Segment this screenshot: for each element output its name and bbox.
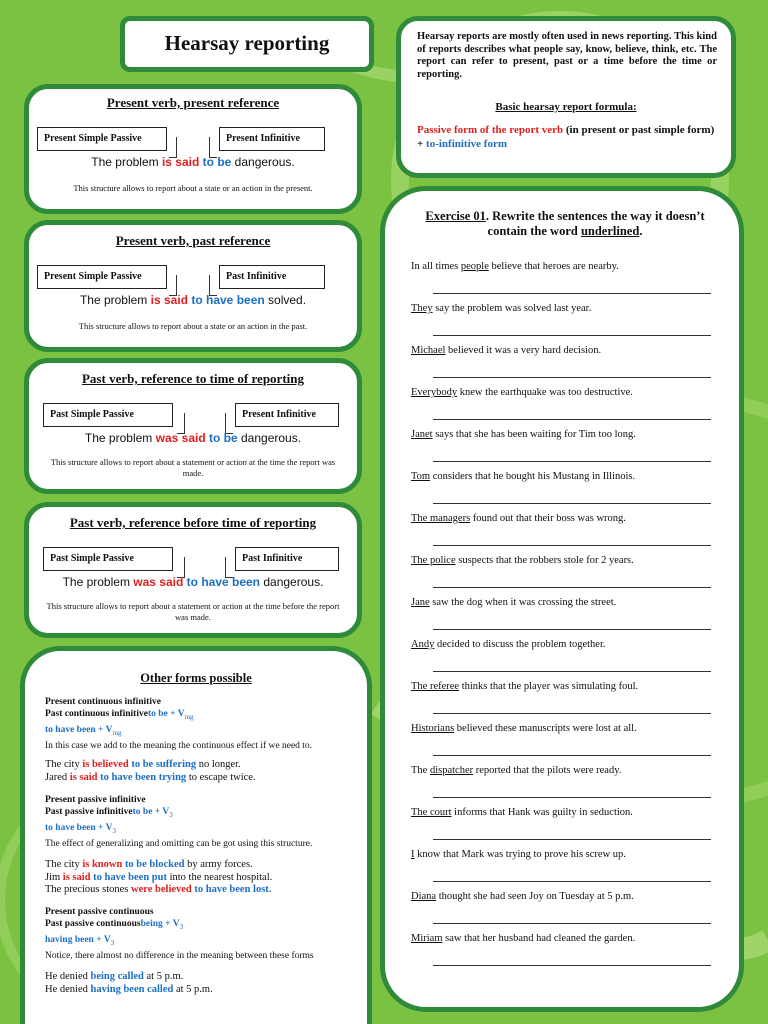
g2-line3	[45, 823, 355, 837]
sentence-red: is said	[150, 293, 188, 307]
g3-l1: Present passive continuous	[45, 907, 154, 917]
exercise-item-post: decided to discuss the problem together.	[434, 639, 606, 650]
exercise-item-post: says that she has been waiting for Tim too long.	[432, 429, 636, 440]
label-left: Past Simple Passive	[43, 403, 173, 427]
g2-example2	[45, 872, 365, 885]
group1-forms	[45, 697, 355, 753]
g3-ex1-blue: being called	[90, 971, 144, 982]
answer-blank[interactable]	[433, 671, 711, 672]
formula-text	[417, 123, 719, 151]
answer-blank[interactable]	[433, 839, 711, 840]
g2-l2: Past passive infinitive	[45, 806, 133, 817]
example-sentence	[29, 293, 357, 307]
answer-blank[interactable]	[433, 797, 711, 798]
answer-blank[interactable]	[433, 923, 711, 924]
g1-note: In this case we add to the meaning the continuous effect if we need to.	[45, 741, 313, 752]
g2-ex2-post: into the nearest hospital.	[166, 871, 273, 883]
section-note: This structure allows to report about a state or an action in the present.	[73, 183, 313, 193]
intro-text: Hearsay reports are mostly often used in news reporting. This kind of reports describes what people say, know, believe, think, etc. The report can refer to present, past or a time before the time or reporting.	[417, 31, 717, 80]
exercise-item-post: reported that the pilots were ready.	[473, 765, 622, 776]
section-note: This structure allows to report about a statement or action at the time before the report was made.	[46, 601, 340, 622]
g2-l1: Present passive infinitive	[45, 795, 146, 805]
g1-ex1-red: is believed	[82, 759, 129, 770]
sentence-pre: The problem	[62, 575, 134, 589]
exercise-item	[411, 765, 711, 776]
intro-box	[396, 16, 736, 178]
g2-ex1-red: is known	[82, 859, 123, 870]
section-title: Past verb, reference before time of reporting	[69, 515, 317, 530]
exercise-item	[411, 387, 711, 398]
exercise-item	[411, 303, 711, 314]
g1-ex2-post: to escape twice.	[186, 771, 256, 783]
exercise-item-post: knew the earthquake was too destructive.	[457, 387, 633, 398]
answer-blank[interactable]	[433, 629, 711, 630]
exercise-item-underlined: dispatcher	[429, 765, 474, 776]
g1-l3-sub: ing	[112, 728, 122, 737]
g1-l2: Past continuous infinitive	[45, 708, 148, 719]
section-present-past	[24, 220, 362, 352]
g3-l2-blue: being + V	[140, 918, 180, 929]
sentence-post: dangerous.	[237, 431, 302, 445]
sentence-blue: to have been	[191, 293, 265, 307]
exercise-item	[411, 513, 711, 524]
g2-note: The effect of generalizing and omitting can be got using this structure.	[45, 839, 313, 850]
sentence-pre: The problem	[91, 155, 162, 169]
exercise-item-underlined: I	[411, 849, 415, 860]
exercise-item	[411, 681, 711, 692]
exercise-title-end: .	[639, 224, 643, 238]
answer-blank[interactable]	[433, 293, 711, 294]
g3-note: Notice, there almost no difference in the meaning between these forms	[45, 951, 314, 962]
exercise-item	[411, 849, 711, 860]
g2-l2-sub: 3	[169, 810, 173, 819]
exercise-item	[411, 807, 711, 818]
exercise-item-post: say the problem was solved last year.	[432, 303, 592, 314]
exercise-item-underlined: Diana	[411, 891, 437, 902]
g3-example2	[45, 984, 365, 997]
sentence-post: dangerous.	[231, 155, 295, 169]
answer-blank[interactable]	[433, 587, 711, 588]
sentence-post: dangerous.	[260, 575, 324, 589]
answer-blank[interactable]	[433, 713, 711, 714]
g2-ex2-blue: to have been put	[93, 871, 167, 883]
exercise-item-underlined: The police	[411, 555, 456, 566]
g3-ex1-post: at 5 p.m.	[143, 971, 184, 982]
g3-l3-blue: having been + V	[45, 934, 111, 945]
g1-ex1-pre: The city	[45, 759, 83, 770]
exercise-item-post: believe that heroes are nearby.	[488, 261, 619, 272]
exercise-item-underlined: Everybody	[411, 387, 458, 398]
exercise-item-underlined: The managers	[411, 513, 471, 524]
label-left: Present Simple Passive	[37, 127, 167, 151]
sentence-red: is said	[161, 155, 200, 169]
section-present-present	[24, 84, 362, 214]
g3-ex2-blue: having been called	[90, 983, 174, 995]
g3-l3-sub: 3	[110, 938, 115, 947]
sentence-blue: to be	[209, 431, 238, 445]
exercise-item	[411, 429, 711, 440]
formula-black: (in present or past simple form) +	[417, 124, 715, 150]
exercise-item-post: informs that Hank was guilty in seduction.	[451, 807, 633, 818]
section-note: This structure allows to report about a statement or action at the time the report was made.	[50, 457, 336, 478]
exercise-item-post: suspects that the robbers stole for 2 years.	[455, 555, 634, 566]
exercise-item	[411, 471, 711, 482]
label-left: Present Simple Passive	[37, 265, 167, 289]
group2-forms	[45, 795, 355, 851]
answer-blank[interactable]	[433, 461, 711, 462]
g1-ex1-post: no longer.	[196, 759, 241, 770]
exercise-title-num: Exercise 01	[425, 209, 486, 223]
example-sentence	[29, 155, 357, 169]
g1-l1: Present continuous infinitive	[45, 697, 161, 707]
g2-ex3-pre: The precious stones	[45, 884, 132, 895]
g1-l2-sub: ing	[184, 712, 194, 721]
g2-ex3-red: were believed	[131, 884, 192, 895]
exercise-item-post: believed it was a very hard decision.	[445, 345, 602, 356]
g3-l2: Past passive continuous	[45, 918, 141, 929]
g3-ex2-pre: He denied	[45, 983, 91, 995]
answer-blank[interactable]	[433, 755, 711, 756]
group1-examples	[45, 759, 365, 784]
sentence-red: was said	[133, 575, 184, 589]
exercise-item-post: thinks that the player was simulating foul.	[459, 681, 639, 692]
exercise-item-underlined: Tom	[411, 471, 431, 482]
g1-line1	[45, 697, 355, 709]
g2-ex1-pre: The city	[45, 859, 83, 870]
section-title: Past verb, reference to time of reporting	[81, 371, 304, 386]
answer-blank[interactable]	[433, 965, 711, 966]
sentence-red: was said	[155, 431, 206, 445]
exercise-item	[411, 555, 711, 566]
exercise-item-post: found out that their boss was wrong.	[470, 513, 626, 524]
exercise-item	[411, 639, 711, 650]
label-right: Present Infinitive	[219, 127, 325, 151]
g3-ex2-post: at 5 p.m.	[173, 983, 213, 995]
g3-ex1-pre: He denied	[45, 971, 91, 982]
section-note: This structure allows to report about a state or an action in the past.	[78, 321, 308, 331]
exercise-item-post: thought she had seen Joy on Tuesday at 5 p.m.	[436, 891, 634, 902]
g2-ex3-blue: to have been lost	[194, 884, 269, 895]
group3-examples	[45, 971, 365, 996]
sentence-blue: to be	[202, 155, 232, 169]
label-right: Past Infinitive	[235, 547, 339, 571]
g2-ex2-red: is said	[62, 871, 91, 883]
g2-example3	[45, 884, 365, 897]
g1-l3-blue: to have been + V	[45, 724, 113, 735]
formula-title: Basic hearsay report formula:	[495, 101, 637, 113]
g2-ex1-post: by army forces.	[184, 859, 253, 870]
title-box	[120, 16, 374, 72]
sentence-blue: to have been	[186, 575, 261, 589]
g3-line1	[45, 907, 355, 919]
g3-example1	[45, 971, 365, 984]
answer-blank[interactable]	[433, 503, 711, 504]
g1-ex2-red: is said	[69, 771, 98, 783]
g2-l3-blue: to have been + V	[45, 822, 113, 833]
exercise-item	[411, 261, 711, 272]
other-forms-title: Other forms possible	[140, 671, 252, 685]
exercise-item	[411, 933, 711, 944]
group2-examples	[45, 859, 365, 897]
exercise-item-underlined: They	[411, 303, 433, 314]
page-title: Hearsay reporting	[164, 31, 330, 55]
answer-blank[interactable]	[433, 335, 711, 336]
g1-ex1-blue: to be suffering	[131, 759, 197, 770]
g3-line3	[45, 935, 355, 949]
section-title: Present verb, past reference	[115, 233, 271, 248]
other-forms-box	[20, 646, 372, 1024]
exercise-item	[411, 723, 711, 734]
g1-l2-blue: to be + V	[147, 708, 185, 719]
label-left: Past Simple Passive	[43, 547, 173, 571]
label-right: Present Infinitive	[235, 403, 339, 427]
label-right: Past Infinitive	[219, 265, 325, 289]
g3-line2	[45, 919, 355, 933]
exercise-item-underlined: Jane	[411, 597, 430, 608]
answer-blank[interactable]	[433, 377, 711, 378]
g2-ex3-post: .	[268, 884, 272, 895]
g1-example1	[45, 759, 365, 772]
exercise-item-underlined: Miriam	[411, 933, 443, 944]
exercise-item-underlined: Andy	[411, 639, 435, 650]
answer-blank[interactable]	[433, 419, 711, 420]
g1-ex2-pre: Jared	[45, 771, 70, 783]
g1-example2	[45, 772, 365, 785]
exercise-item	[411, 345, 711, 356]
exercise-title-rest: . Rewrite the sentences the way it doesn’t contain the word	[485, 209, 705, 238]
g1-line3	[45, 725, 355, 739]
exercise-item-post: considers that he bought his Mustang in Illinois.	[430, 471, 636, 482]
sentence-post: solved.	[264, 293, 307, 307]
exercise-title-underlined: underlined	[580, 224, 640, 238]
g2-line2	[45, 807, 355, 821]
section-title: Present verb, present reference	[106, 95, 280, 110]
g2-line1	[45, 795, 355, 807]
g2-example1	[45, 859, 365, 872]
exercise-item	[411, 891, 711, 902]
g2-ex1-blue: to be blocked	[124, 859, 185, 870]
exercise-item-post: know that Mark was trying to prove his screw up.	[414, 849, 626, 860]
g3-l2-sub: 3	[179, 922, 184, 931]
exercise-item-underlined: Michael	[411, 345, 446, 356]
g2-l3-sub: 3	[112, 826, 117, 835]
sentence-pre: The problem	[79, 293, 151, 307]
exercise-title	[415, 209, 715, 239]
exercise-item-underlined: Janet	[411, 429, 433, 440]
exercise-item-underlined: The referee	[411, 681, 460, 692]
g1-line2	[45, 709, 355, 723]
section-past-time-of-reporting	[24, 358, 362, 494]
sentence-pre: The problem	[84, 431, 156, 445]
g2-l2-blue: to be + V	[132, 806, 170, 817]
exercise-item-post: believed these manuscripts were lost at all.	[454, 723, 637, 734]
exercise-item-underlined: Historians	[411, 723, 455, 734]
example-sentence	[29, 575, 357, 589]
formula-red: Passive form of the report verb	[417, 124, 564, 136]
exercise-item-post: saw that her husband had cleaned the garden.	[442, 933, 636, 944]
section-past-before-reporting	[24, 502, 362, 638]
formula-blue: to-infinitive form	[426, 138, 507, 150]
exercise-item-post: saw the dog when it was crossing the street.	[429, 597, 617, 608]
g2-ex2-pre: Jim	[45, 871, 63, 883]
example-sentence	[29, 431, 357, 445]
group3-forms	[45, 907, 355, 963]
exercise-item-underlined: people	[460, 261, 489, 272]
exercise-item-underlined: The court	[411, 807, 452, 818]
exercise-box	[380, 186, 744, 1012]
answer-blank[interactable]	[433, 545, 711, 546]
answer-blank[interactable]	[433, 881, 711, 882]
exercise-item-pre: In all times	[411, 261, 461, 272]
exercise-item-pre: The	[411, 765, 430, 776]
exercise-item	[411, 597, 711, 608]
g1-ex2-blue: to have been trying	[100, 771, 187, 783]
